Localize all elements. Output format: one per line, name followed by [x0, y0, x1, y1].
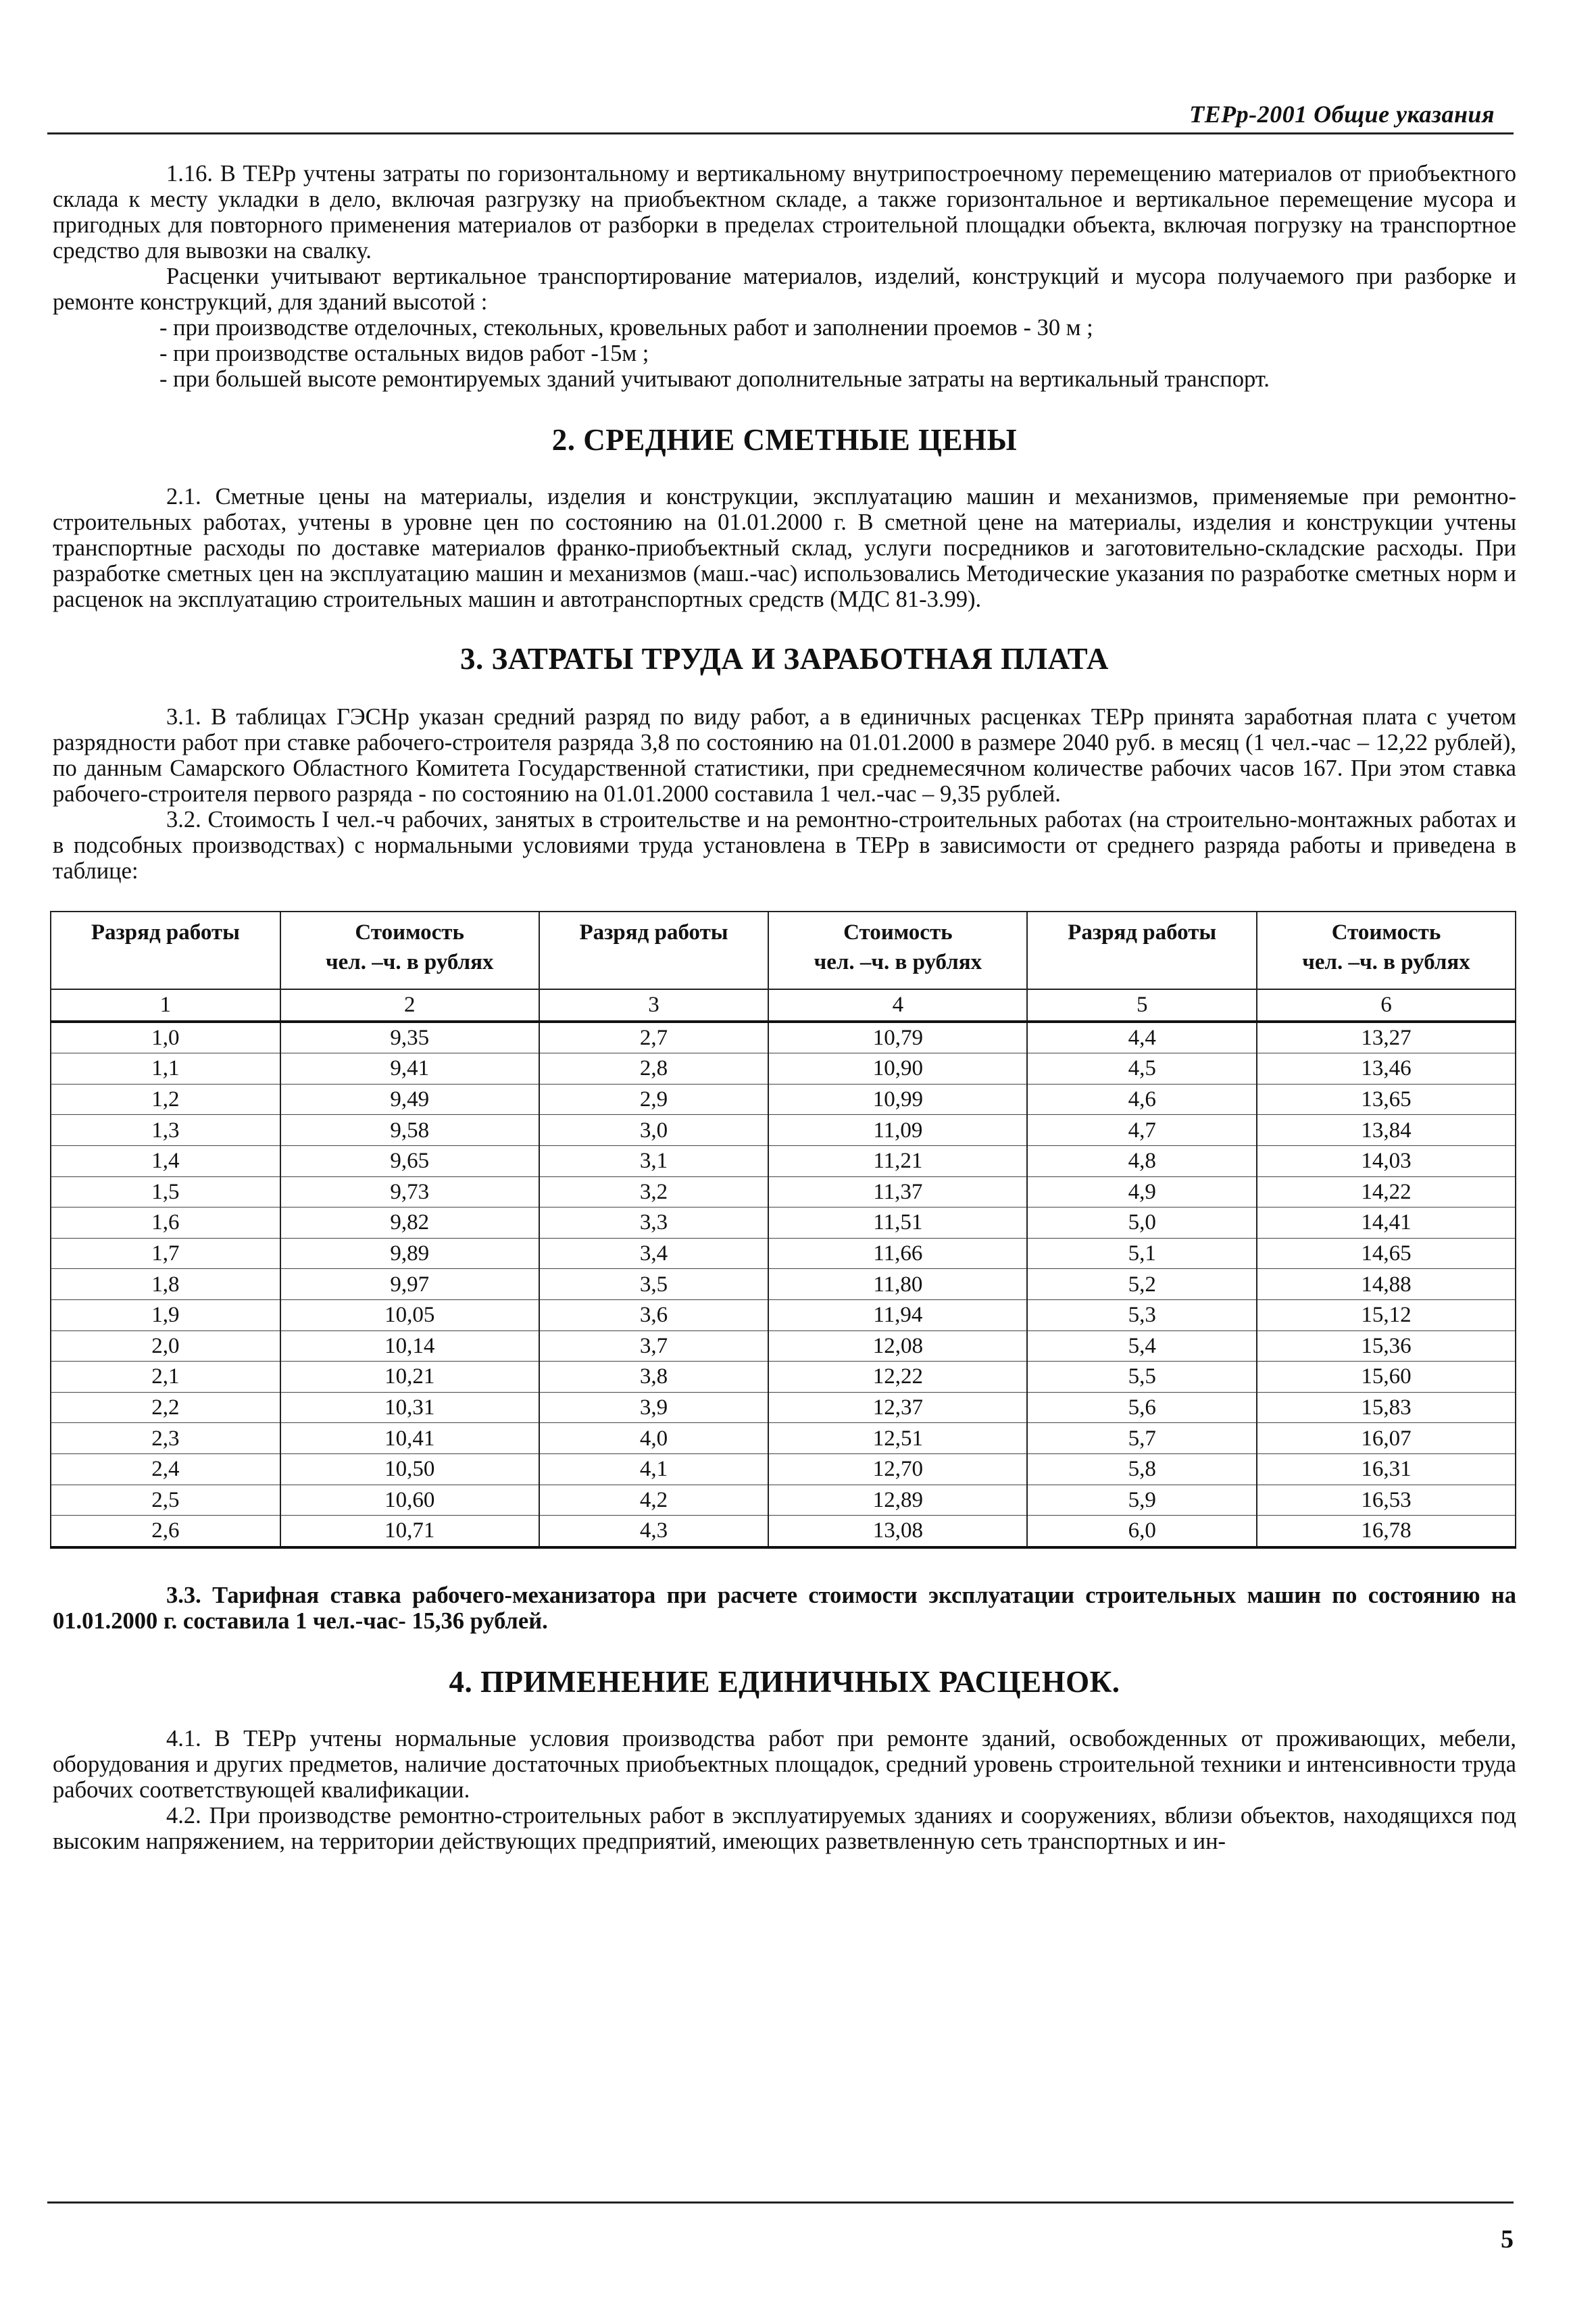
- cost-cell: 13,84: [1257, 1115, 1516, 1146]
- table-row: [51, 1238, 1516, 1269]
- table-row: [51, 1269, 1516, 1300]
- cost-cell: 15,12: [1257, 1299, 1516, 1330]
- footer-rule: [47, 2201, 1514, 2204]
- cost-cell: 15,83: [1257, 1392, 1516, 1423]
- cost-cell: 9,89: [280, 1238, 539, 1269]
- grade-cell: 1,6: [51, 1208, 280, 1239]
- grade-cell: 3,7: [539, 1330, 769, 1362]
- grade-cell: 3,6: [539, 1299, 769, 1330]
- section-2-heading: 2. СРЕДНИЕ СМЕТНЫЕ ЦЕНЫ: [551, 423, 1018, 457]
- grade-cell: 1,9: [51, 1299, 280, 1330]
- grade-cell: 3,8: [539, 1362, 769, 1393]
- table-body: [51, 1022, 1516, 1547]
- column-number: 6: [1257, 989, 1516, 1022]
- cost-cell: 10,79: [768, 1022, 1027, 1053]
- cost-cell: 10,21: [280, 1362, 539, 1393]
- cost-cell: 14,41: [1257, 1208, 1516, 1239]
- grade-cell: 5,5: [1027, 1362, 1257, 1393]
- grade-cell: 4,1: [539, 1453, 769, 1485]
- cost-cell: 16,53: [1257, 1485, 1516, 1516]
- table-row: [51, 1392, 1516, 1423]
- grade-cell: 4,6: [1027, 1084, 1257, 1115]
- paragraph-3-3: 3.3. Тарифная ставка рабочего-механизатора при расчете стоимости эксплуатации строительных машин по состоянию на 01.01.2000 г. составила 1 чел.-час- 15,36 рублей.: [53, 1582, 1516, 1634]
- cost-cell: 15,60: [1257, 1362, 1516, 1393]
- column-number: 1: [51, 989, 280, 1022]
- header-cost-2: Стоимость чел. –ч. в рублях: [768, 912, 1027, 989]
- page-number: 5: [1501, 2225, 1514, 2254]
- grade-cell: 5,6: [1027, 1392, 1257, 1423]
- grade-cell: 5,4: [1027, 1330, 1257, 1362]
- cost-cell: 14,88: [1257, 1269, 1516, 1300]
- cost-cell: 15,36: [1257, 1330, 1516, 1362]
- grade-cell: 1,1: [51, 1053, 280, 1085]
- cost-cell: 11,51: [768, 1208, 1027, 1239]
- grade-cell: 1,8: [51, 1269, 280, 1300]
- cost-cell: 11,09: [768, 1115, 1027, 1146]
- cost-cell: 12,89: [768, 1485, 1027, 1516]
- grade-cell: 1,3: [51, 1115, 280, 1146]
- table-row: [51, 1022, 1516, 1053]
- page-body: [53, 161, 1516, 1854]
- cost-cell: 12,70: [768, 1453, 1027, 1485]
- grade-cell: 5,8: [1027, 1453, 1257, 1485]
- header-cost-1: Стоимость чел. –ч. в рублях: [280, 912, 539, 989]
- paragraph-4-1: 4.1. В ТЕРр учтены нормальные условия производства работ при ремонте зданий, освобожденных от проживающих, мебели, оборудования и других предметов, наличие достаточных приобъектных площадок, средний уровень строительной техники и интенсивности труда рабочих соответствующей квалификации.: [53, 1725, 1516, 1803]
- cost-cell: 10,99: [768, 1084, 1027, 1115]
- cost-cell: 10,05: [280, 1299, 539, 1330]
- cost-cell: 16,78: [1257, 1516, 1516, 1547]
- header-grade-3: Разряд работы: [1027, 912, 1257, 989]
- grade-cell: 4,3: [539, 1516, 769, 1547]
- cost-cell: 11,37: [768, 1176, 1027, 1208]
- header-grade-2: Разряд работы: [539, 912, 769, 989]
- column-number: 3: [539, 989, 769, 1022]
- cost-cell: 12,37: [768, 1392, 1027, 1423]
- column-number-row: [51, 989, 1516, 1022]
- cost-cell: 13,65: [1257, 1084, 1516, 1115]
- cost-cell: 9,73: [280, 1176, 539, 1208]
- cost-cell: 10,31: [280, 1392, 539, 1423]
- grade-cell: 3,0: [539, 1115, 769, 1146]
- grade-cell: 2,1: [51, 1362, 280, 1393]
- paragraph-2-1: 2.1. Сметные цены на материалы, изделия и конструкции, эксплуатацию машин и механизмов, применяемые при ремонтно-строительных работах, учтены в уровне цен по состоянию на 01.01.2000 г. В сметной цене на материалы, изделия и конструкции учтены транспортные расходы по доставке материалов франко-приобъектный склад, услуги посредников и заготовительно-складские расходы. При разработке сметных цен на эксплуатацию машин и механизмов (маш.-час) использовались Методические указания по разработке сметных норм и расценок на эксплуатацию строительных машин и автотранспортных средств (МДС 81-3.99).: [53, 484, 1516, 612]
- cost-cell: 9,35: [280, 1022, 539, 1053]
- grade-cell: 3,2: [539, 1176, 769, 1208]
- table-row: [51, 1362, 1516, 1393]
- table-row: [51, 1145, 1516, 1176]
- cost-cell: 11,21: [768, 1145, 1027, 1176]
- labor-rate-table: [50, 911, 1516, 1549]
- cost-cell: 12,22: [768, 1362, 1027, 1393]
- section-3-heading: 3. ЗАТРАТЫ ТРУДА И ЗАРАБОТНАЯ ПЛАТА: [460, 642, 1109, 676]
- column-number: 5: [1027, 989, 1257, 1022]
- list-item-higher: - при большей высоте ремонтируемых зданий учитывают дополнительные затраты на вертикальный транспорт.: [159, 366, 1270, 392]
- cost-cell: 16,07: [1257, 1423, 1516, 1454]
- grade-cell: 3,9: [539, 1392, 769, 1423]
- grade-cell: 3,3: [539, 1208, 769, 1239]
- grade-cell: 1,4: [51, 1145, 280, 1176]
- table-header-row: [51, 912, 1516, 989]
- running-header-title: ТЕРр-2001 Общие указания: [1189, 101, 1495, 128]
- paragraph-1-16: 1.16. В ТЕРр учтены затраты по горизонтальному и вертикальному внутрипостроечному перемещению материалов от приобъектного склада к месту укладки в дело, включая разгрузку на приобъектном складе, а также горизонтальное и вертикальное перемещение мусора и пригодных для повторного применения материалов от разборки в пределах строительной площадки объекта, включая погрузку на транспортное средство для вывозки на свалку.: [53, 161, 1516, 264]
- table-row: [51, 1299, 1516, 1330]
- cost-cell: 11,80: [768, 1269, 1027, 1300]
- grade-cell: 4,5: [1027, 1053, 1257, 1085]
- grade-cell: 4,4: [1027, 1022, 1257, 1053]
- grade-cell: 4,0: [539, 1423, 769, 1454]
- grade-cell: 2,6: [51, 1516, 280, 1547]
- cost-cell: 14,22: [1257, 1176, 1516, 1208]
- cost-cell: 11,94: [768, 1299, 1027, 1330]
- cost-cell: 9,82: [280, 1208, 539, 1239]
- grade-cell: 2,8: [539, 1053, 769, 1085]
- table-row: [51, 1084, 1516, 1115]
- grade-cell: 2,2: [51, 1392, 280, 1423]
- cost-cell: 13,46: [1257, 1053, 1516, 1085]
- cost-cell: 10,14: [280, 1330, 539, 1362]
- header-cost-3: Стоимость чел. –ч. в рублях: [1257, 912, 1516, 989]
- grade-cell: 5,2: [1027, 1269, 1257, 1300]
- list-item-30m: - при производстве отделочных, стекольных, кровельных работ и заполнении проемов - 30 м ;: [159, 315, 1093, 341]
- cost-cell: 14,65: [1257, 1238, 1516, 1269]
- grade-cell: 3,1: [539, 1145, 769, 1176]
- grade-cell: 3,5: [539, 1269, 769, 1300]
- header-rule: [47, 132, 1514, 134]
- grade-cell: 1,7: [51, 1238, 280, 1269]
- grade-cell: 2,4: [51, 1453, 280, 1485]
- cost-cell: 9,49: [280, 1084, 539, 1115]
- paragraph-vertical-transport: Расценки учитывают вертикальное транспортирование материалов, изделий, конструкций и мусора получаемого при разборке и ремонте конструкций, для зданий высотой :: [53, 264, 1516, 315]
- grade-cell: 5,3: [1027, 1299, 1257, 1330]
- table-row: [51, 1453, 1516, 1485]
- cost-cell: 13,27: [1257, 1022, 1516, 1053]
- cost-cell: 10,71: [280, 1516, 539, 1547]
- cost-cell: 11,66: [768, 1238, 1027, 1269]
- header-grade-1: Разряд работы: [51, 912, 280, 989]
- table-row: [51, 1053, 1516, 1085]
- grade-cell: 5,7: [1027, 1423, 1257, 1454]
- table-row: [51, 1176, 1516, 1208]
- grade-cell: 1,5: [51, 1176, 280, 1208]
- grade-cell: 4,7: [1027, 1115, 1257, 1146]
- cost-cell: 9,97: [280, 1269, 539, 1300]
- grade-cell: 1,0: [51, 1022, 280, 1053]
- cost-cell: 9,41: [280, 1053, 539, 1085]
- paragraph-3-2: 3.2. Стоимость I чел.-ч рабочих, занятых в строительстве и на ремонтно-строительных работах (на строительно-монтажных работах и в подсобных производствах) с нормальными условиями труда установлена в ТЕРр в зависимости от среднего разряда работы и приведена в таблице:: [53, 807, 1516, 884]
- grade-cell: 3,4: [539, 1238, 769, 1269]
- grade-cell: 5,0: [1027, 1208, 1257, 1239]
- grade-cell: 2,9: [539, 1084, 769, 1115]
- cost-cell: 16,31: [1257, 1453, 1516, 1485]
- cost-cell: 10,50: [280, 1453, 539, 1485]
- grade-cell: 1,2: [51, 1084, 280, 1115]
- grade-cell: 4,9: [1027, 1176, 1257, 1208]
- cost-cell: 9,58: [280, 1115, 539, 1146]
- cost-cell: 12,51: [768, 1423, 1027, 1454]
- grade-cell: 2,5: [51, 1485, 280, 1516]
- cost-cell: 10,41: [280, 1423, 539, 1454]
- table-row: [51, 1423, 1516, 1454]
- table-row: [51, 1516, 1516, 1547]
- cost-cell: 14,03: [1257, 1145, 1516, 1176]
- cost-cell: 12,08: [768, 1330, 1027, 1362]
- column-number: 4: [768, 989, 1027, 1022]
- table-row: [51, 1208, 1516, 1239]
- list-item-15m: - при производстве остальных видов работ -15м ;: [159, 341, 649, 366]
- grade-cell: 5,9: [1027, 1485, 1257, 1516]
- section-4-heading: 4. ПРИМЕНЕНИЕ ЕДИНИЧНЫХ РАСЦЕНОК.: [449, 1664, 1120, 1699]
- grade-cell: 6,0: [1027, 1516, 1257, 1547]
- paragraph-3-1: 3.1. В таблицах ГЭСНр указан средний разряд по виду работ, а в единичных расценках ТЕРр принята заработная плата с учетом разрядности работ при ставке рабочего-строителя разряда 3,8 по состоянию на 01.01.2000 в размере 2040 руб. в месяц (1 чел.-час – 12,22 рублей), по данным Самарского Областного Комитета Государственной статистики, при среднемесячном количестве рабочих часов 167. При этом ставка рабочего-строителя первого разряда - по состоянию на 01.01.2000 составила 1 чел.-час – 9,35 рублей.: [53, 704, 1516, 807]
- grade-cell: 2,3: [51, 1423, 280, 1454]
- cost-cell: 9,65: [280, 1145, 539, 1176]
- cost-cell: 10,90: [768, 1053, 1027, 1085]
- grade-cell: 5,1: [1027, 1238, 1257, 1269]
- column-number: 2: [280, 989, 539, 1022]
- cost-cell: 10,60: [280, 1485, 539, 1516]
- table-row: [51, 1485, 1516, 1516]
- cost-cell: 13,08: [768, 1516, 1027, 1547]
- table-row: [51, 1115, 1516, 1146]
- grade-cell: 2,0: [51, 1330, 280, 1362]
- grade-cell: 2,7: [539, 1022, 769, 1053]
- table-row: [51, 1330, 1516, 1362]
- grade-cell: 4,8: [1027, 1145, 1257, 1176]
- paragraph-4-2: 4.2. При производстве ремонтно-строительных работ в эксплуатируемых зданиях и сооружениях, вблизи объектов, находящихся под высоким напряжением, на территории действующих предприятий, имеющих разветвленную сеть транспортных и ин-: [53, 1802, 1516, 1854]
- grade-cell: 4,2: [539, 1485, 769, 1516]
